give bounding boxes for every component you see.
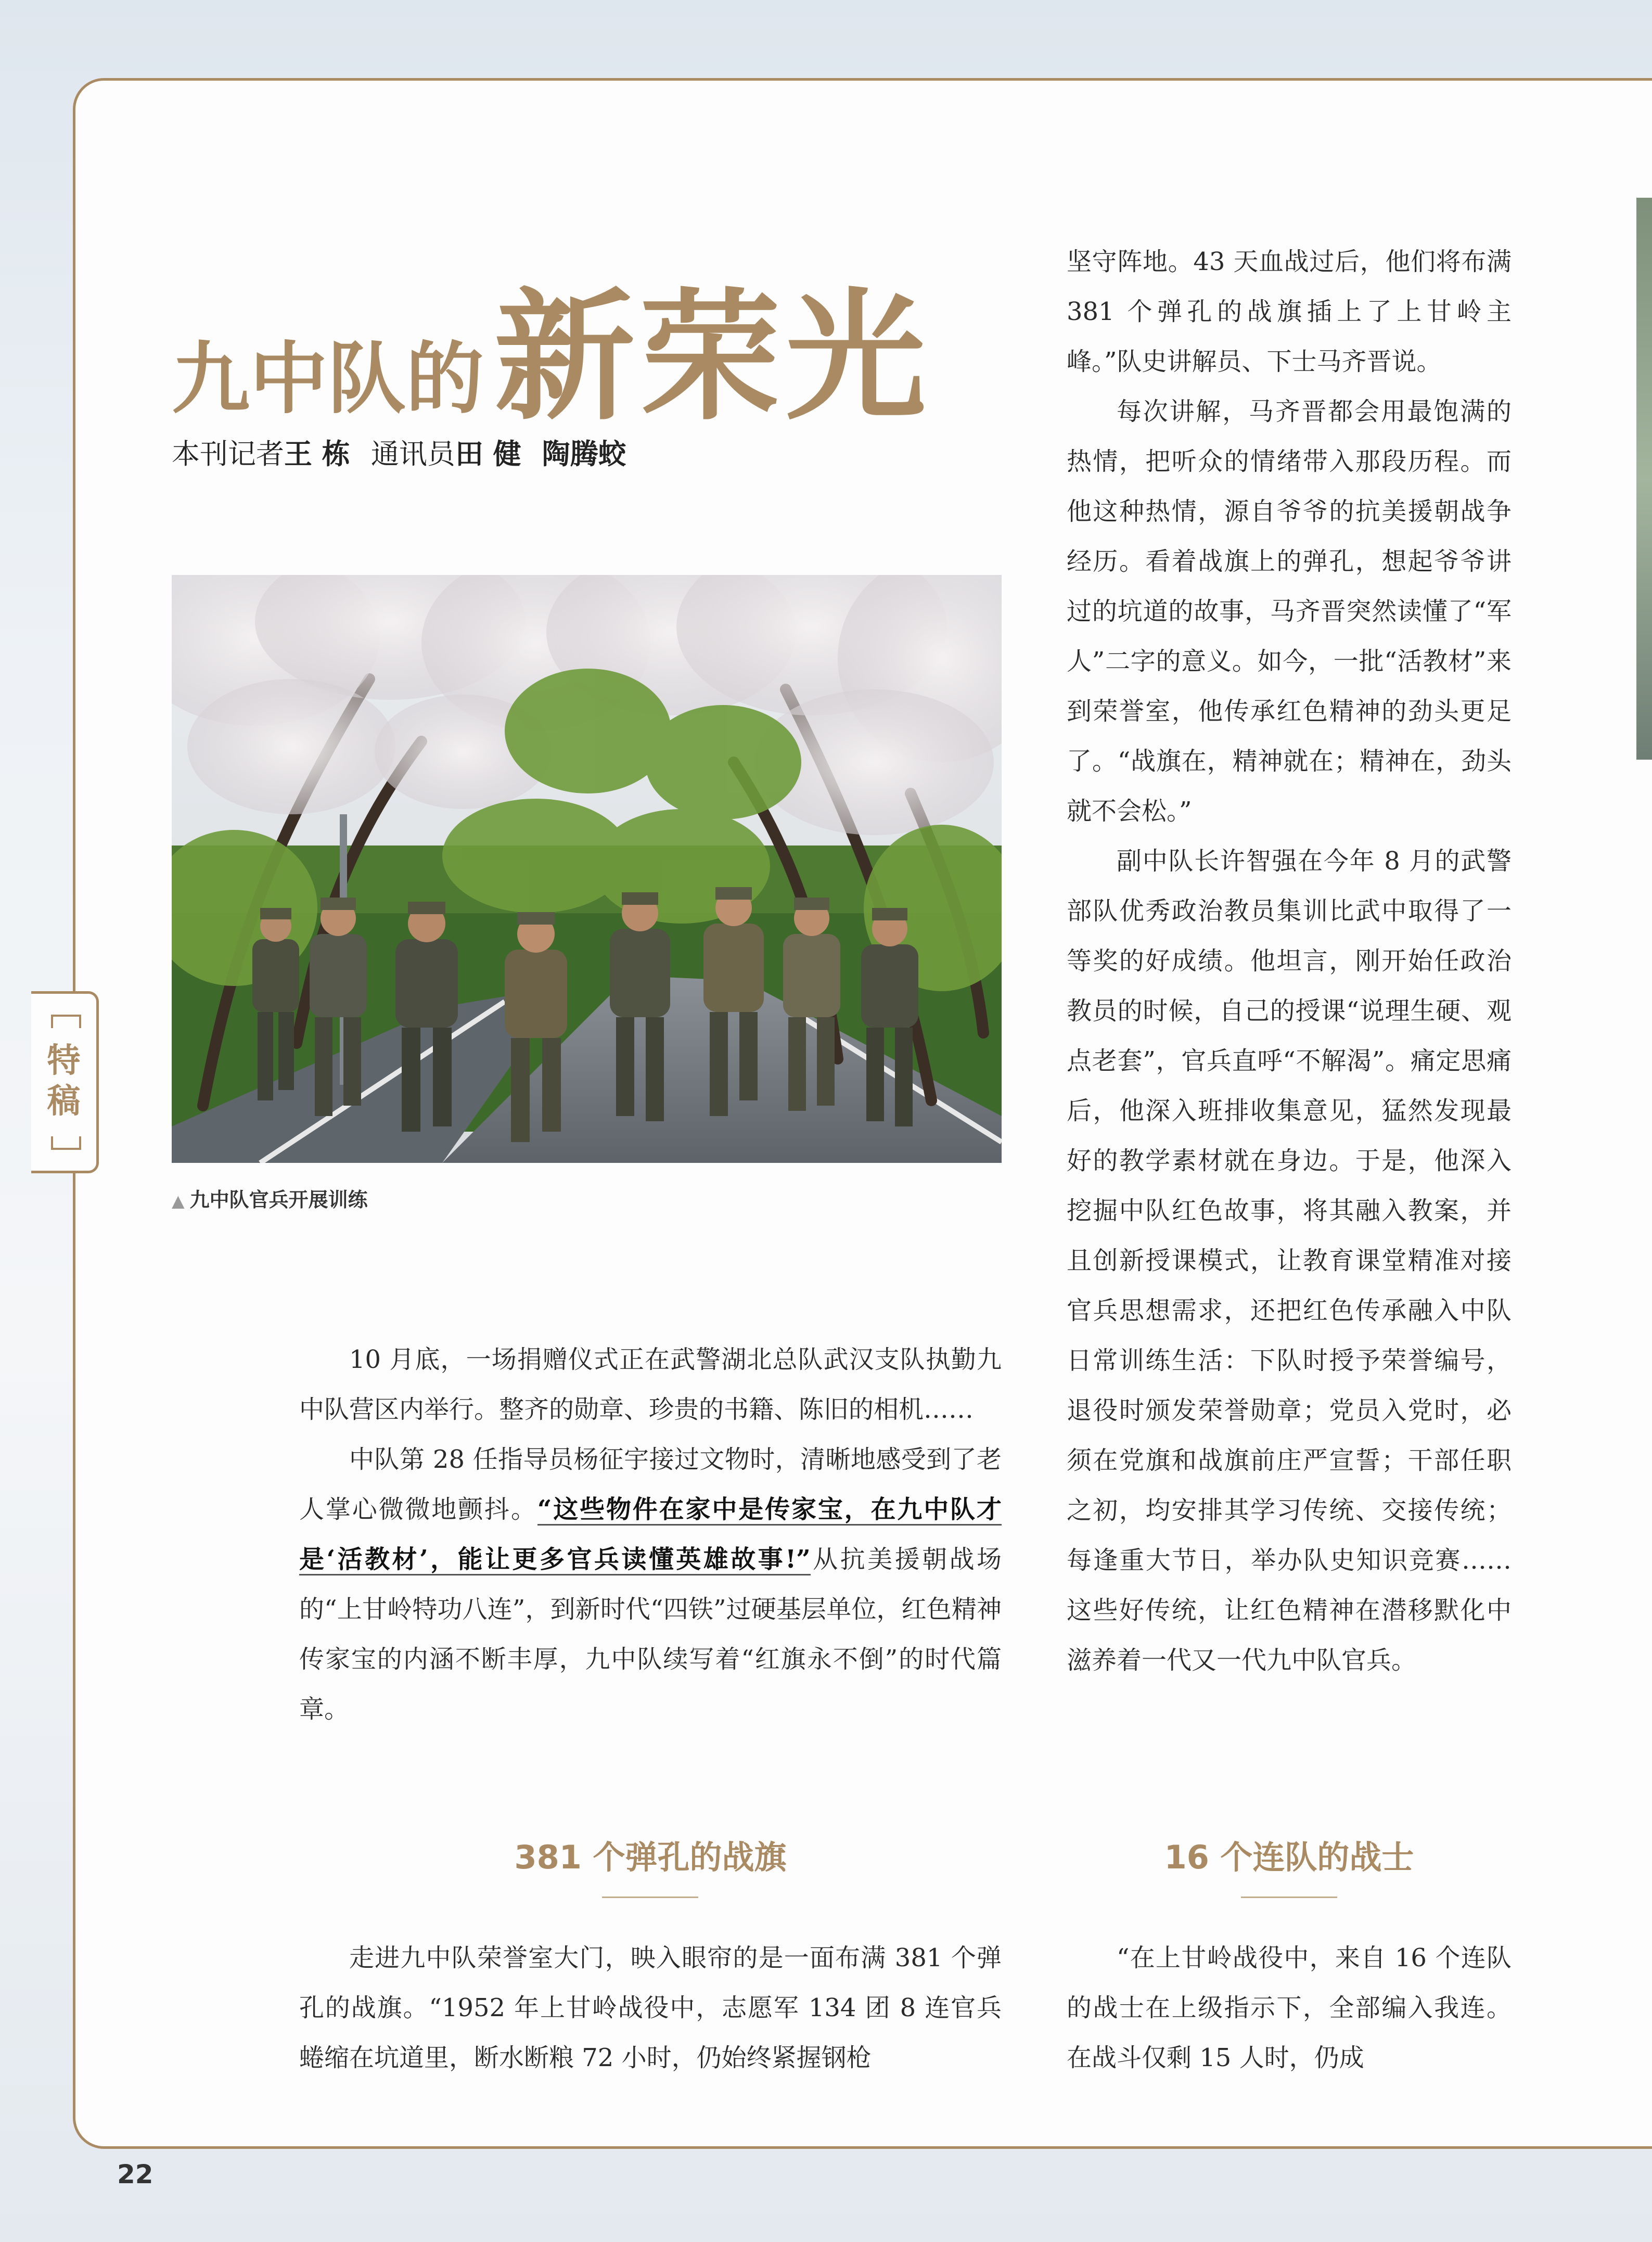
section-heading-1: 381 个弹孔的战旗 — [514, 1838, 787, 1876]
section-heading-2: 16 个连队的战士 — [1164, 1838, 1414, 1876]
column-left-intro — [299, 1335, 1002, 1734]
section-divider-1 — [602, 1897, 698, 1898]
paragraph: 每次讲解，马齐晋都会用最饱满的热情，把听众的情绪带入那段历程。而他这种热情，源自爷爷的抗美援朝战争经历。看着战旗上的弹孔，想起爷爷讲过的坑道的故事，马齐晋突然读懂了“军人”二字的意义。如今，一批“活教材”来到荣誉室，他传承红色精神的劲头更足了。“战旗在，精神就在；精神在，劲头就不会松。” — [1067, 397, 1512, 826]
byline: 本刊记者王 栋 通讯员田 健 陶腾蛟 — [172, 438, 626, 470]
reporter-name: 王 栋 — [284, 438, 350, 470]
page-number: 22 — [117, 2159, 153, 2189]
title-main: 新荣光 — [494, 274, 932, 439]
bracket-top — [51, 1015, 81, 1028]
paragraph: 10 月底，一场捐赠仪式正在武警湖北总队武汉支队执勤九中队营区内举行。整齐的勋章、珍贵的书籍、陈旧的相机…… — [299, 1345, 1002, 1424]
photo-caption: ▲ 九中队官兵开展训练 — [172, 1188, 368, 1211]
column-right — [1067, 237, 1512, 1685]
section-tag — [31, 991, 99, 1173]
paragraph: 副中队长许智强在今年 8 月的武警部队优秀政治教员集训比武中取得了一等奖的好成绩。他坦言，刚开始任政治教员的时候，自己的授课“说理生硬、观点老套”，官兵直呼“不解渴”。痛定思痛后，他深入班排收集意见，猛然发现最好的教学素材就在身边。于是，他深入挖掘中队红色故事，将其融入教案，并且创新授课模式，让教育课堂精准对接官兵思想需求，还把红色传承融入中队日常训练生活：下队时授予荣誉编号，退役时颁发荣誉勋章；党员入党时，必须在党旗和战旗前庄严宣誓；干部任职之初，均安排其学习传统、交接传统；每逢重大节日，举办队史知识竞赛……这些好传统，让红色精神在潜移默化中滋养着一代又一代九中队官兵。 — [1067, 847, 1512, 1675]
correspondent-name-1: 田 健 — [455, 438, 521, 470]
paragraph: “在上甘岭战役中，来自 16 个连队的战士在上级指示下，全部编入我连。在战斗仅剩 15 人时，仍成 — [1067, 1943, 1512, 2072]
article-title — [172, 245, 931, 446]
paragraph: 走进九中队荣誉室大门，映入眼帘的是一面布满 381 个弹孔的战旗。“1952 年上甘岭战役中，志愿军 134 团 8 连官兵蜷缩在坑道里，断水断粮 72 小时，仍始终紧握钢枪 — [299, 1943, 1002, 2072]
column-left-section — [299, 1933, 1002, 2083]
correspondent-name-2: 陶腾蛟 — [542, 438, 626, 470]
training-photo — [172, 575, 1002, 1163]
paragraph: 中队第 28 任指导员杨征宇接过文物时，清晰地感受到了老人掌心微微地颤抖。“这些物件在家中是传家宝，在九中队才是‘活教材’，能让更多官兵读懂英雄故事!”从抗美援朝战场的“上甘岭特功八连”，到新时代“四铁”过硬基层单位，红色精神传家宝的内涵不断丰厚，九中队续写着“红旗永不倒”的时代篇章。 — [299, 1445, 1002, 1724]
column-right-section — [1067, 1933, 1512, 2083]
caption-triangle-icon: ▲ — [172, 1191, 185, 1211]
highlighted-quote: “这些物件在家中是传家宝，在九中队才是‘活教材’，能让更多官兵读懂英雄故事!” — [299, 1495, 1002, 1575]
section-divider-2 — [1241, 1897, 1337, 1898]
section-tag-label: 特 稿 — [47, 1042, 81, 1121]
bracket-bottom — [51, 1136, 81, 1150]
adjacent-page-strip — [1636, 198, 1652, 760]
paragraph: 坚守阵地。43 天血战过后，他们将布满 381 个弹孔的战旗插上了上甘岭主峰。”队史讲解员、下士马齐晋说。 — [1067, 247, 1512, 376]
title-prefix: 九中队的 — [172, 333, 484, 425]
